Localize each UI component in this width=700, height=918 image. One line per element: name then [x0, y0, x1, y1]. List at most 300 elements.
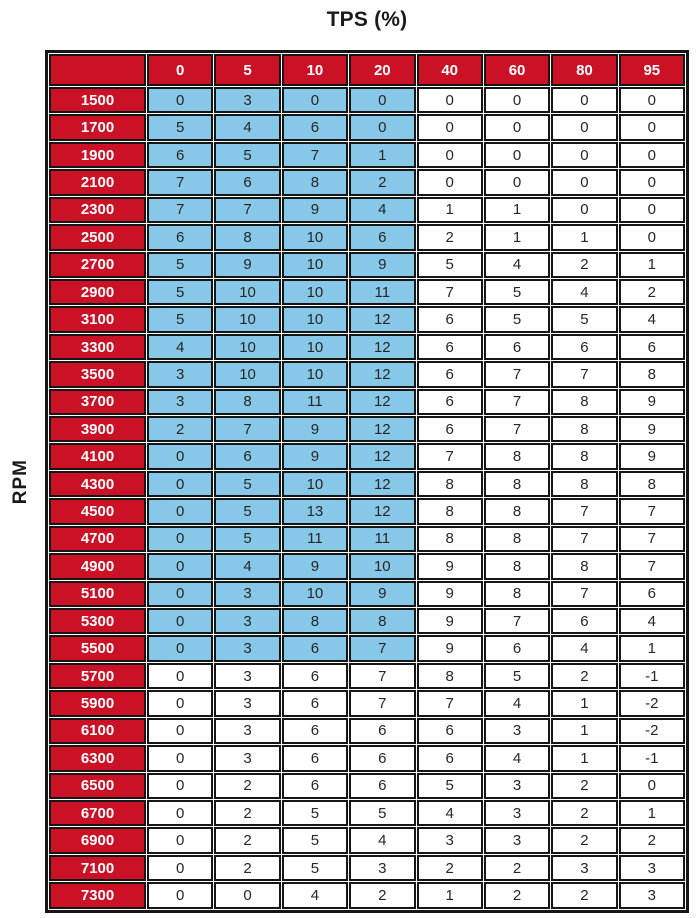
map-cell: 10 — [282, 252, 348, 278]
map-cell: 10 — [282, 334, 348, 360]
row-header-rpm: 5900 — [49, 690, 146, 716]
map-cell: 6 — [551, 608, 617, 634]
map-cell: 10 — [214, 334, 280, 360]
map-cell: 8 — [484, 471, 550, 497]
map-cell: 9 — [282, 416, 348, 442]
map-cell: 3 — [214, 718, 280, 744]
map-cell: 7 — [417, 690, 483, 716]
map-cell: 9 — [214, 252, 280, 278]
table-row-rpm-2900 — [49, 279, 685, 305]
map-cell: 2 — [619, 827, 685, 853]
table-row-rpm-2100 — [49, 169, 685, 195]
map-cell: 9 — [417, 581, 483, 607]
map-cell: 6 — [417, 334, 483, 360]
row-header-rpm: 2900 — [49, 279, 146, 305]
map-cell: 4 — [551, 635, 617, 661]
map-cell: 8 — [551, 471, 617, 497]
map-cell: 0 — [147, 663, 213, 689]
map-cell: 4 — [619, 608, 685, 634]
map-cell: 8 — [551, 443, 617, 469]
map-cell: 3 — [214, 87, 280, 113]
row-header-rpm: 1700 — [49, 114, 146, 140]
row-header-rpm: 2700 — [49, 252, 146, 278]
map-cell: 5 — [214, 526, 280, 552]
table-row-rpm-3700 — [49, 389, 685, 415]
map-cell: 2 — [484, 855, 550, 881]
col-header-tps-5: 5 — [214, 54, 280, 86]
map-cell: 1 — [417, 197, 483, 223]
table-row-rpm-3900 — [49, 416, 685, 442]
map-cell: 0 — [147, 773, 213, 799]
map-cell: 0 — [619, 114, 685, 140]
map-cell: 5 — [417, 252, 483, 278]
map-cell: 0 — [147, 443, 213, 469]
map-cell: 2 — [417, 855, 483, 881]
col-header-tps-20: 20 — [349, 54, 415, 86]
map-cell: 0 — [619, 142, 685, 168]
map-cell: 7 — [484, 389, 550, 415]
map-cell: 6 — [282, 690, 348, 716]
map-cell: 6 — [282, 663, 348, 689]
table-row-rpm-3100 — [49, 306, 685, 332]
map-cell: 6 — [282, 114, 348, 140]
map-cell: 6 — [417, 718, 483, 744]
map-cell: 4 — [349, 827, 415, 853]
map-cell: -2 — [619, 690, 685, 716]
map-cell: 2 — [214, 855, 280, 881]
map-cell: 6 — [619, 334, 685, 360]
row-header-rpm: 4300 — [49, 471, 146, 497]
map-cell: 2 — [214, 773, 280, 799]
map-cell: 7 — [349, 635, 415, 661]
column-header-row — [49, 54, 685, 86]
map-cell: 6 — [349, 718, 415, 744]
map-cell: 4 — [282, 882, 348, 909]
map-cell: 7 — [417, 443, 483, 469]
map-cell: 8 — [484, 581, 550, 607]
map-cell: 7 — [214, 197, 280, 223]
map-cell: 5 — [484, 279, 550, 305]
map-cell: 10 — [214, 361, 280, 387]
map-cell: 7 — [484, 416, 550, 442]
map-cell: 8 — [214, 224, 280, 250]
map-cell: 5 — [349, 800, 415, 826]
map-cell: 6 — [417, 389, 483, 415]
map-cell: 8 — [551, 553, 617, 579]
table-row-rpm-1900 — [49, 142, 685, 168]
map-cell: 1 — [551, 718, 617, 744]
row-header-rpm: 2300 — [49, 197, 146, 223]
map-cell: 0 — [484, 169, 550, 195]
table-row-rpm-6700 — [49, 800, 685, 826]
map-cell: 6 — [417, 361, 483, 387]
map-cell: 5 — [282, 855, 348, 881]
map-cell: 10 — [282, 224, 348, 250]
map-cell: 10 — [282, 279, 348, 305]
map-cell: 0 — [619, 224, 685, 250]
map-cell: 0 — [147, 745, 213, 771]
map-cell: 7 — [551, 498, 617, 524]
table-row-rpm-3300 — [49, 334, 685, 360]
map-cell: 9 — [417, 635, 483, 661]
table-head — [49, 54, 685, 86]
map-cell: 3 — [147, 389, 213, 415]
map-cell: 6 — [619, 581, 685, 607]
map-cell: 7 — [349, 690, 415, 716]
map-cell: 1 — [484, 224, 550, 250]
map-cell: 3 — [551, 855, 617, 881]
map-cell: 0 — [214, 882, 280, 909]
map-cell: 0 — [551, 87, 617, 113]
map-cell: 5 — [484, 306, 550, 332]
map-cell: 0 — [147, 827, 213, 853]
col-header-tps-40: 40 — [417, 54, 483, 86]
row-header-rpm: 1500 — [49, 87, 146, 113]
map-cell: 7 — [147, 169, 213, 195]
map-cell: 1 — [551, 224, 617, 250]
row-header-rpm: 4900 — [49, 553, 146, 579]
table-body — [49, 87, 685, 909]
map-cell: 6 — [282, 745, 348, 771]
row-header-rpm: 6100 — [49, 718, 146, 744]
map-cell: 2 — [349, 882, 415, 909]
map-cell: 6 — [417, 745, 483, 771]
map-cell: 5 — [214, 471, 280, 497]
map-cell: 6 — [214, 169, 280, 195]
map-cell: 3 — [484, 773, 550, 799]
map-cell: 9 — [282, 443, 348, 469]
y-axis-title-wrap — [2, 50, 40, 913]
table-row-rpm-7100 — [49, 855, 685, 881]
map-cell: 5 — [417, 773, 483, 799]
map-cell: 8 — [484, 443, 550, 469]
map-cell: 3 — [214, 635, 280, 661]
row-header-rpm: 5500 — [49, 635, 146, 661]
map-cell: 1 — [619, 635, 685, 661]
map-cell: 2 — [551, 663, 617, 689]
map-cell: 0 — [147, 635, 213, 661]
table-row-rpm-7300 — [49, 882, 685, 909]
map-cell: 11 — [349, 526, 415, 552]
row-header-rpm: 3700 — [49, 389, 146, 415]
map-cell: 6 — [484, 635, 550, 661]
map-cell: 5 — [484, 663, 550, 689]
row-header-rpm: 7100 — [49, 855, 146, 881]
row-header-rpm: 2500 — [49, 224, 146, 250]
table-row-rpm-5900 — [49, 690, 685, 716]
map-cell: 11 — [349, 279, 415, 305]
map-cell: 10 — [282, 471, 348, 497]
map-cell: 3 — [214, 663, 280, 689]
map-cell: 3 — [214, 608, 280, 634]
map-cell: 3 — [214, 581, 280, 607]
map-cell: 9 — [282, 553, 348, 579]
map-cell: 6 — [282, 718, 348, 744]
row-header-rpm: 6700 — [49, 800, 146, 826]
map-cell: 2 — [551, 882, 617, 909]
table-row-rpm-4100 — [49, 443, 685, 469]
map-cell: 2 — [484, 882, 550, 909]
map-cell: 6 — [349, 773, 415, 799]
map-cell: 0 — [551, 114, 617, 140]
map-cell: 12 — [349, 306, 415, 332]
col-header-tps-95: 95 — [619, 54, 685, 86]
map-cell: 8 — [417, 526, 483, 552]
map-cell: 0 — [147, 581, 213, 607]
map-cell: 9 — [282, 197, 348, 223]
map-cell: 0 — [551, 142, 617, 168]
map-cell: 4 — [484, 690, 550, 716]
map-cell: 3 — [484, 827, 550, 853]
map-cell: 8 — [282, 608, 348, 634]
map-cell: 6 — [147, 224, 213, 250]
map-cell: 2 — [417, 224, 483, 250]
map-cell: 10 — [282, 581, 348, 607]
col-header-tps-80: 80 — [551, 54, 617, 86]
row-header-rpm: 1900 — [49, 142, 146, 168]
row-header-rpm: 4100 — [49, 443, 146, 469]
map-cell: 1 — [619, 252, 685, 278]
table-row-rpm-5500 — [49, 635, 685, 661]
row-header-rpm: 5100 — [49, 581, 146, 607]
table-row-rpm-2500 — [49, 224, 685, 250]
map-cell: 11 — [282, 389, 348, 415]
table-row-rpm-6100 — [49, 718, 685, 744]
map-cell: 0 — [484, 87, 550, 113]
map-cell: 10 — [214, 306, 280, 332]
map-cell: 6 — [282, 773, 348, 799]
map-cell: 13 — [282, 498, 348, 524]
map-cell: 0 — [147, 608, 213, 634]
map-cell: 7 — [349, 663, 415, 689]
map-cell: 0 — [417, 87, 483, 113]
map-cell: 4 — [214, 114, 280, 140]
map-cell: 10 — [214, 279, 280, 305]
map-cell: 0 — [619, 197, 685, 223]
map-cell: 12 — [349, 443, 415, 469]
table-row-rpm-4700 — [49, 526, 685, 552]
map-cell: 3 — [349, 855, 415, 881]
map-cell: 7 — [551, 526, 617, 552]
y-axis-title: RPM — [10, 458, 31, 505]
map-cell: 2 — [619, 279, 685, 305]
map-cell: 0 — [619, 773, 685, 799]
map-cell: 1 — [484, 197, 550, 223]
map-cell: 2 — [551, 773, 617, 799]
map-cell: 1 — [551, 745, 617, 771]
map-cell: 3 — [214, 690, 280, 716]
map-cell: 6 — [551, 334, 617, 360]
table-row-rpm-6300 — [49, 745, 685, 771]
map-cell: -1 — [619, 663, 685, 689]
map-cell: 3 — [417, 827, 483, 853]
map-cell: 3 — [619, 855, 685, 881]
tps-rpm-map-table — [45, 50, 689, 913]
map-cell: 8 — [551, 389, 617, 415]
corner-cell — [49, 54, 146, 86]
map-cell: 9 — [619, 389, 685, 415]
map-cell: 9 — [349, 252, 415, 278]
map-cell: 0 — [417, 169, 483, 195]
map-cell: 7 — [214, 416, 280, 442]
table-row-rpm-1500 — [49, 87, 685, 113]
map-cell: 11 — [282, 526, 348, 552]
x-axis-title: TPS (%) — [326, 8, 408, 31]
map-cell: 3 — [147, 361, 213, 387]
map-cell: 2 — [214, 827, 280, 853]
map-cell: 1 — [619, 800, 685, 826]
map-cell: 7 — [147, 197, 213, 223]
map-cell: 5 — [147, 279, 213, 305]
table-row-rpm-4900 — [49, 553, 685, 579]
map-cell: 4 — [147, 334, 213, 360]
map-cell: 0 — [147, 498, 213, 524]
map-cell: 4 — [484, 745, 550, 771]
map-cell: 2 — [214, 800, 280, 826]
map-cell: 5 — [147, 306, 213, 332]
map-cell: 12 — [349, 361, 415, 387]
row-header-rpm: 3100 — [49, 306, 146, 332]
map-cell: 8 — [214, 389, 280, 415]
map-cell: 8 — [619, 471, 685, 497]
map-cell: 0 — [147, 800, 213, 826]
map-cell: 1 — [417, 882, 483, 909]
map-cell: 7 — [484, 608, 550, 634]
map-cell: 7 — [619, 526, 685, 552]
map-cell: 2 — [349, 169, 415, 195]
map-cell: 0 — [147, 553, 213, 579]
map-cell: 6 — [147, 142, 213, 168]
map-cell: 7 — [417, 279, 483, 305]
map-cell: 4 — [619, 306, 685, 332]
map-cell: 2 — [551, 252, 617, 278]
map-cell: 0 — [551, 169, 617, 195]
map-cell: 8 — [619, 361, 685, 387]
map-cell: 4 — [417, 800, 483, 826]
map-cell: 12 — [349, 498, 415, 524]
map-cell: 0 — [484, 142, 550, 168]
map-cell: 7 — [282, 142, 348, 168]
map-cell: 0 — [619, 87, 685, 113]
table-row-rpm-6500 — [49, 773, 685, 799]
map-cell: 5 — [147, 114, 213, 140]
map-cell: 3 — [619, 882, 685, 909]
map-cell: 9 — [619, 416, 685, 442]
table-row-rpm-2300 — [49, 197, 685, 223]
row-header-rpm: 6900 — [49, 827, 146, 853]
map-cell: 5 — [282, 827, 348, 853]
map-cell: 2 — [147, 416, 213, 442]
map-cell: 0 — [349, 87, 415, 113]
table-row-rpm-5300 — [49, 608, 685, 634]
table-row-rpm-4300 — [49, 471, 685, 497]
map-cell: 3 — [214, 745, 280, 771]
table-row-rpm-5100 — [49, 581, 685, 607]
map-cell: 7 — [551, 581, 617, 607]
table-row-rpm-1700 — [49, 114, 685, 140]
map-cell: 7 — [619, 553, 685, 579]
row-header-rpm: 3500 — [49, 361, 146, 387]
map-cell: 6 — [349, 224, 415, 250]
map-cell: 12 — [349, 416, 415, 442]
map-cell: 9 — [417, 553, 483, 579]
map-cell: 0 — [147, 526, 213, 552]
map-cell: 0 — [147, 855, 213, 881]
row-header-rpm: 3900 — [49, 416, 146, 442]
map-cell: 4 — [214, 553, 280, 579]
map-cell: 12 — [349, 334, 415, 360]
map-cell: 7 — [551, 361, 617, 387]
col-header-tps-0: 0 — [147, 54, 213, 86]
map-cell: 1 — [349, 142, 415, 168]
map-cell: 10 — [349, 553, 415, 579]
map-cell: 0 — [147, 882, 213, 909]
map-cell: 7 — [484, 361, 550, 387]
map-cell: 5 — [147, 252, 213, 278]
map-cell: 6 — [417, 416, 483, 442]
map-cell: 0 — [147, 718, 213, 744]
map-cell: 12 — [349, 389, 415, 415]
table-row-rpm-6900 — [49, 827, 685, 853]
map-cell: 0 — [417, 142, 483, 168]
row-header-rpm: 3300 — [49, 334, 146, 360]
map-cell: -2 — [619, 718, 685, 744]
map-cell: 2 — [551, 827, 617, 853]
col-header-tps-10: 10 — [282, 54, 348, 86]
map-cell: 6 — [484, 334, 550, 360]
map-cell: 8 — [417, 498, 483, 524]
map-cell: 0 — [349, 114, 415, 140]
row-header-rpm: 4500 — [49, 498, 146, 524]
row-header-rpm: 6300 — [49, 745, 146, 771]
map-cell: 12 — [349, 471, 415, 497]
map-cell: 5 — [282, 800, 348, 826]
map-cell: 5 — [214, 142, 280, 168]
row-header-rpm: 5300 — [49, 608, 146, 634]
map-cell: 9 — [349, 581, 415, 607]
map-cell: 8 — [484, 526, 550, 552]
map-cell: 0 — [417, 114, 483, 140]
map-cell: 9 — [417, 608, 483, 634]
map-cell: 4 — [349, 197, 415, 223]
map-cell: 3 — [484, 800, 550, 826]
map-cell: 8 — [417, 663, 483, 689]
map-cell: 7 — [619, 498, 685, 524]
map-cell: 0 — [147, 690, 213, 716]
map-cell: 2 — [551, 800, 617, 826]
map-cell: 0 — [484, 114, 550, 140]
map-cell: 0 — [619, 169, 685, 195]
map-cell: 4 — [551, 279, 617, 305]
map-cell: 10 — [282, 361, 348, 387]
table-row-rpm-5700 — [49, 663, 685, 689]
map-cell: -1 — [619, 745, 685, 771]
map-cell: 8 — [349, 608, 415, 634]
map-cell: 8 — [484, 553, 550, 579]
map-cell: 8 — [551, 416, 617, 442]
map-cell: 6 — [417, 306, 483, 332]
map-cell: 8 — [484, 498, 550, 524]
map-cell: 0 — [282, 87, 348, 113]
map-cell: 5 — [214, 498, 280, 524]
map-cell: 0 — [551, 197, 617, 223]
map-cell: 6 — [349, 745, 415, 771]
map-cell: 6 — [214, 443, 280, 469]
row-header-rpm: 5700 — [49, 663, 146, 689]
map-cell: 8 — [282, 169, 348, 195]
table-row-rpm-4500 — [49, 498, 685, 524]
col-header-tps-60: 60 — [484, 54, 550, 86]
